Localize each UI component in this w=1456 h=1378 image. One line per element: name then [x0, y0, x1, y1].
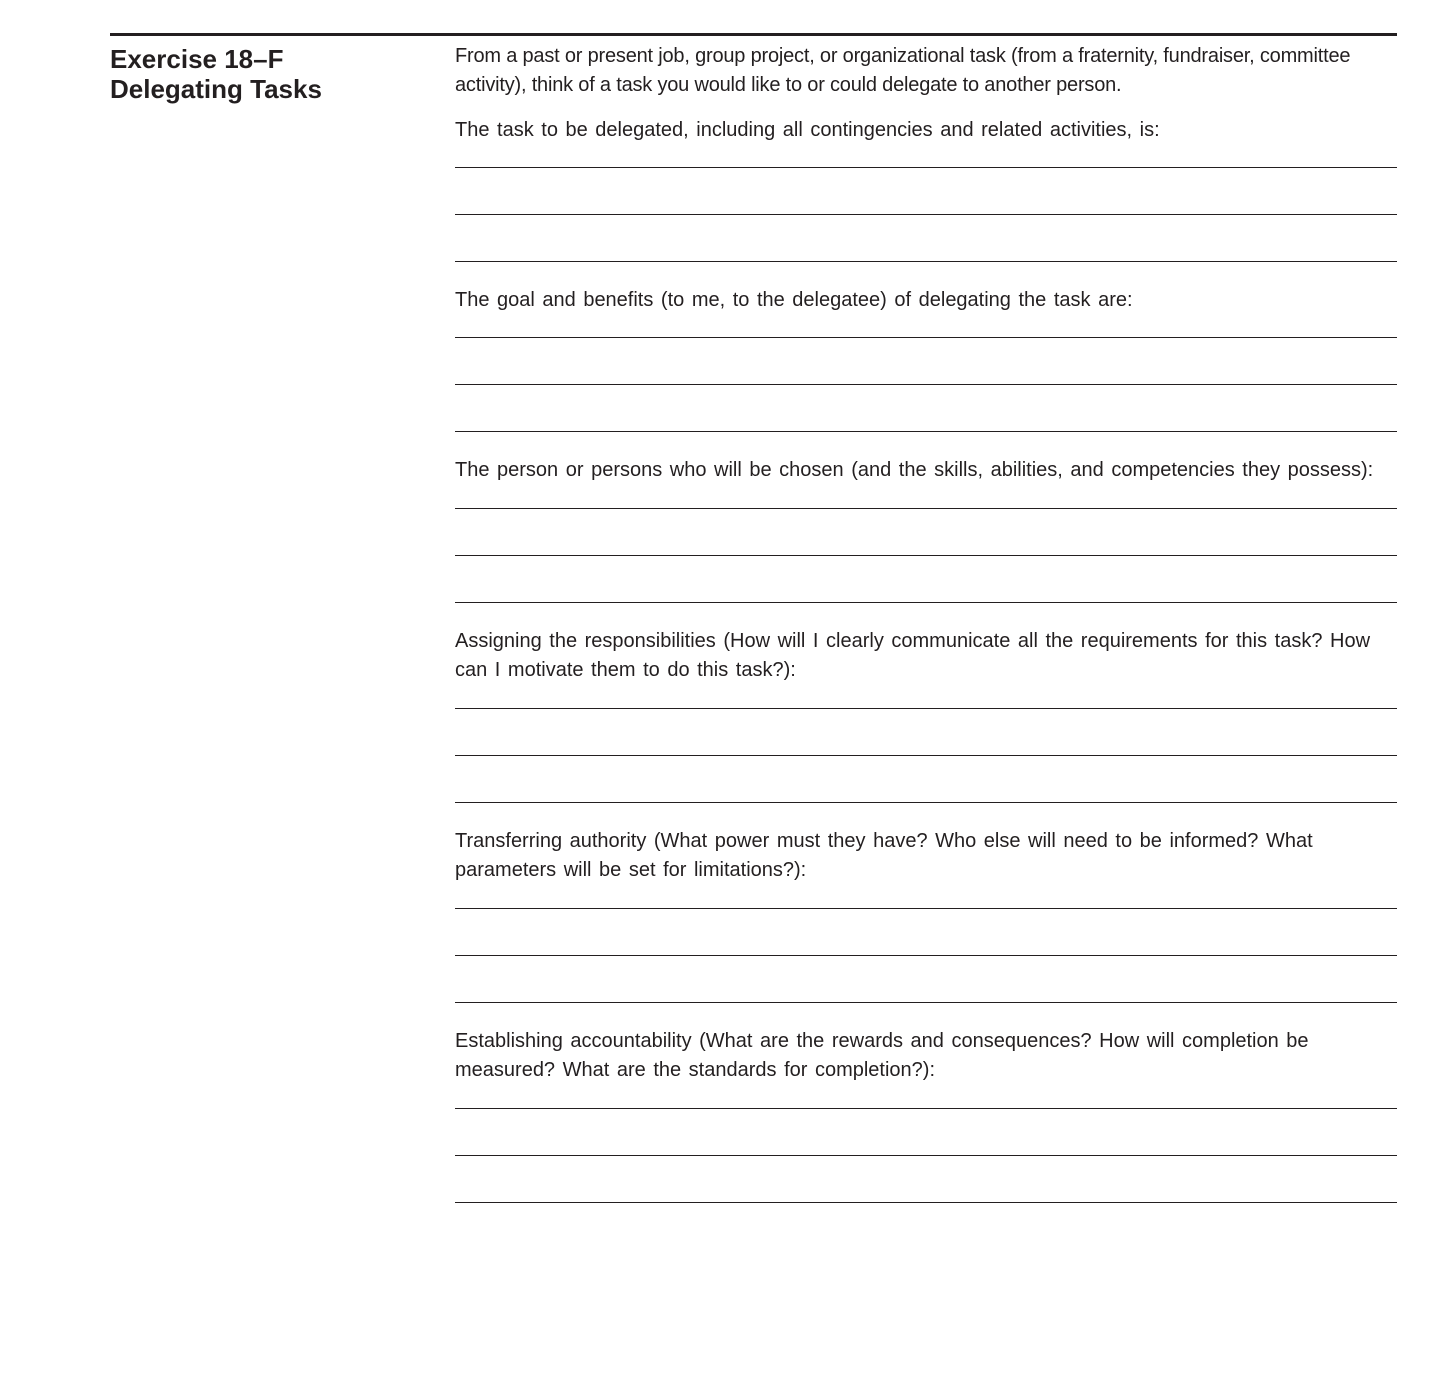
- section-2-prompt: The goal and benefits (to me, to the delegatee) of delegating the task are:: [455, 289, 1133, 311]
- answer-line[interactable]: [455, 384, 1397, 385]
- intro-text: From a past or present job, group project, or organizational task (from a fraternity, fundraiser, committee activity), think of a task you would like to or could delegate to another person.: [455, 45, 1351, 96]
- section-4-prompt: Assigning the responsibilities (How will I clearly communicate all the requirements for this task? How can I motivate them to do this task?):: [455, 630, 1371, 681]
- top-rule: [110, 33, 1397, 36]
- answer-line[interactable]: [455, 508, 1397, 509]
- answer-line[interactable]: [455, 1155, 1397, 1156]
- answer-line[interactable]: [455, 1202, 1397, 1203]
- answer-line[interactable]: [455, 261, 1397, 262]
- answer-line[interactable]: [455, 602, 1397, 603]
- exercise-heading: [110, 44, 430, 104]
- answer-line[interactable]: [455, 167, 1397, 168]
- exercise-number: Exercise 18–F: [110, 44, 284, 74]
- section-5-prompt: Transferring authority (What power must they have? Who else will need to be informed? What parameters will be set for limitations?):: [455, 830, 1313, 881]
- section-6-prompt: Establishing accountability (What are the rewards and consequences? How will completion be measured? What are the standards for completion?):: [455, 1030, 1309, 1081]
- answer-line[interactable]: [455, 337, 1397, 338]
- answer-line[interactable]: [455, 908, 1397, 909]
- answer-line[interactable]: [455, 708, 1397, 709]
- answer-line[interactable]: [455, 802, 1397, 803]
- section-3-prompt: The person or persons who will be chosen (and the skills, abilities, and competencies they possess):: [455, 459, 1374, 481]
- answer-line[interactable]: [455, 214, 1397, 215]
- answer-line[interactable]: [455, 555, 1397, 556]
- section-1-prompt: The task to be delegated, including all contingencies and related activities, is:: [455, 119, 1160, 141]
- answer-line[interactable]: [455, 955, 1397, 956]
- answer-line[interactable]: [455, 1002, 1397, 1003]
- answer-line[interactable]: [455, 431, 1397, 432]
- exercise-title: Delegating Tasks: [110, 74, 322, 104]
- answer-line[interactable]: [455, 755, 1397, 756]
- answer-line[interactable]: [455, 1108, 1397, 1109]
- worksheet-content: [455, 42, 1397, 1203]
